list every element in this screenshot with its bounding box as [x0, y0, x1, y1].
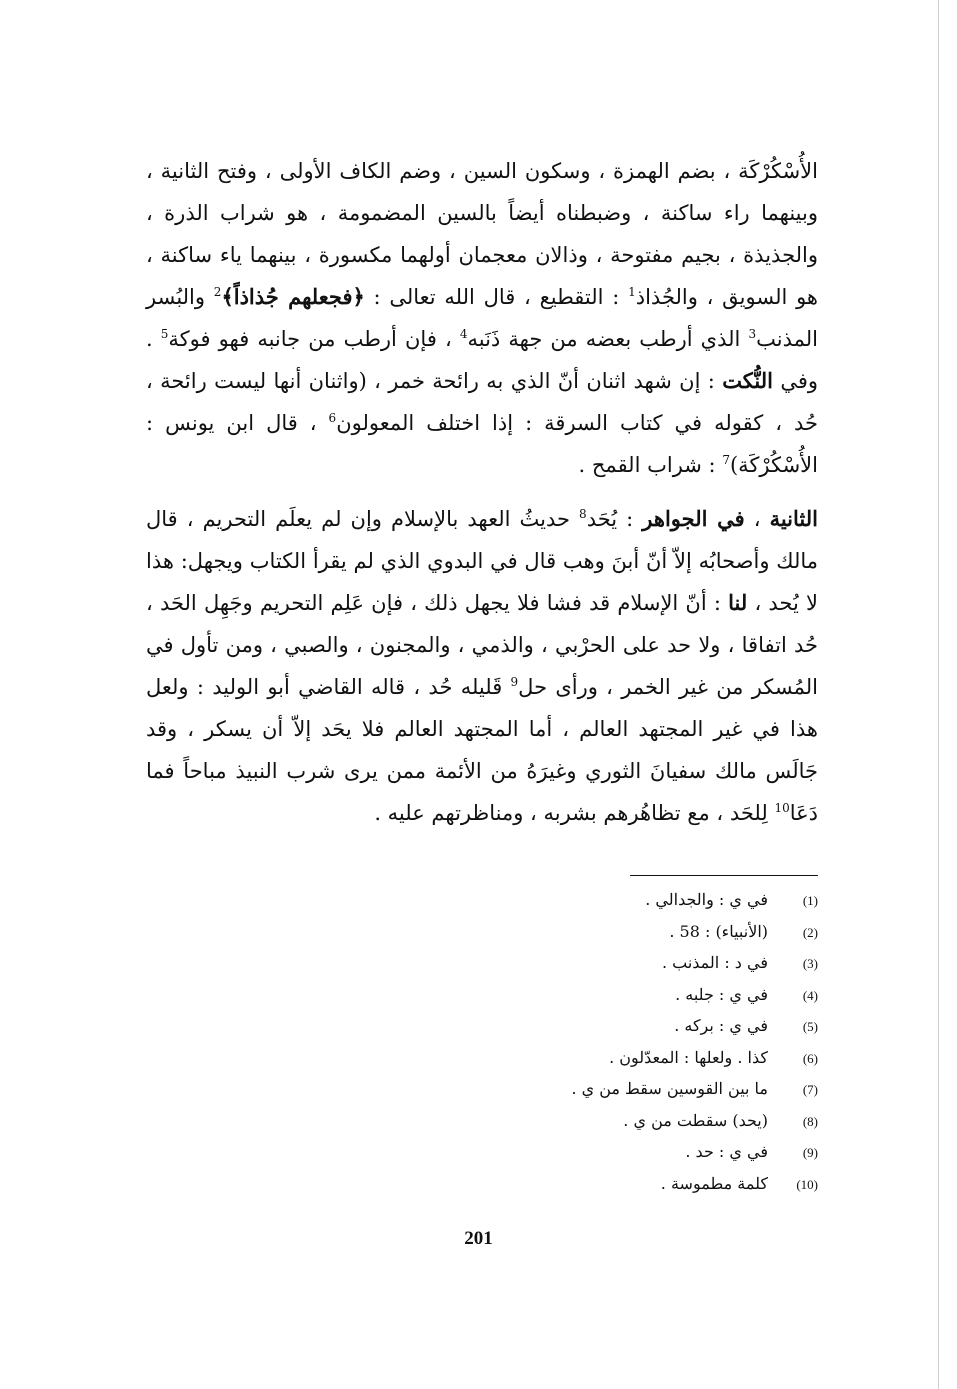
- footnote-number: (4): [802, 987, 818, 1003]
- footnote-4: [380, 980, 818, 1012]
- text-run: . وفي: [146, 327, 819, 393]
- footnote-text: في ي : حد .: [685, 1142, 768, 1161]
- footnote-2: [380, 917, 818, 949]
- footnote-8: [380, 1106, 818, 1138]
- footnote-ref: 7: [722, 453, 730, 467]
- main-text: [146, 150, 818, 834]
- footnote-number: (8): [802, 1113, 818, 1129]
- text-run: الأُسْكُرْكَة ، بضم الهمزة ، وسكون السين ، وضم الكاف الأولى ، وفتح الثانية ، وبينهما راء ساكنة ، وضبطناه أيضاً بالسين المضمومة ، هو شراب الذرة ، والجذيذة ، بجيم مفتوحة ، وذالان معجمان أولهما مكسورة ، بينهما ياء ساكنة ، هو السويق ، والجُذاذ: [146, 159, 819, 309]
- page-number: 201: [464, 1228, 493, 1249]
- text-run: ، فإن أرطب من جانبه فهو فوكة: [168, 327, 460, 351]
- text-run: : أنّ الإسلام قد فشا فلا يجهل ذلك ، فإن عَلِم التحريم وجَهِل الحَد ، حُد اتفاقا ، ولا حد على الحرْبي ، والذمي ، والمجنون ، والصبي ، ومن تأول في المُسكر من غير الخمر ، ورأى حل: [146, 591, 819, 699]
- footnote-ref: 3: [748, 327, 757, 341]
- text-run: : إن شهد اثنان أنّ الذي به رائحة خمر ، (واثنان أنها ليست رائحة ، حُد ، كقوله في كتاب السرقة : إذا اختلف المعولون: [146, 369, 818, 435]
- bold-term: النُّكت: [722, 368, 773, 393]
- footnote-6: [380, 1043, 818, 1075]
- text-run: : التقطيع ، قال الله تعالى :: [364, 285, 629, 309]
- footnote-ref: 1: [628, 285, 636, 299]
- text-run: ، قال ابن يونس : الأُسْكُرْكَة): [146, 411, 818, 477]
- footnote-text: كلمة مطموسة .: [660, 1173, 768, 1193]
- footnote-text: في ي : جلبه .: [675, 984, 768, 1004]
- footnote-ref: 6: [328, 411, 337, 425]
- footnote-9: [380, 1137, 818, 1169]
- footnote-ref: 9: [510, 675, 519, 689]
- text-run: : شراب القمح .: [578, 453, 723, 477]
- text-run: الذي أرطب بعضه من جهة ذَنَبه: [467, 327, 749, 351]
- footnote-text: (يحد) سقطت من ي .: [623, 1110, 768, 1130]
- footnote-number: (6): [802, 1050, 818, 1066]
- footnote-10: [380, 1169, 818, 1201]
- text-run: قَليله حُد ، قاله القاضي أبو الوليد : ولعل هذا في غير المجتهد العالم ، أما المجتهد العالم فلا يحَد إلاّ أن يسكر ، وقد جَالَس مالك سفيانَ الثوري وغيرَهُ من الأئمة ممن يرى شرب النبيذ مباحاً فما دَعَا: [146, 675, 818, 825]
- footnote-text: ما بين القوسين سقط من ي .: [571, 1079, 768, 1098]
- footnote-number: (7): [802, 1082, 818, 1097]
- footnote-text: في د : المذنب .: [661, 953, 768, 972]
- footnote-5: [380, 1011, 818, 1043]
- text-run: لِلحَد ، مع تظاهُرهم بشربه ، ومناظرتهم عليه .: [374, 801, 775, 825]
- page-edge-line: [938, 0, 939, 1389]
- bold-term: في الجواهر: [642, 506, 745, 531]
- footnote-text: (الأنبياء) : 58 .: [669, 921, 768, 941]
- footnote-1: [380, 885, 818, 917]
- paragraph-1: [146, 150, 818, 486]
- bold-term: ﴿فجعلهم جُذاذاً﴾: [221, 284, 365, 309]
- footnote-number: (3): [802, 956, 818, 971]
- footnote-ref: 4: [459, 327, 468, 341]
- text-run: : يُحَد: [586, 507, 643, 531]
- footnote-number: (10): [796, 1176, 818, 1192]
- text-run: ،: [744, 507, 770, 531]
- footnote-separator: [630, 875, 818, 876]
- bold-term: لنا: [728, 590, 748, 615]
- footnote-number: (1): [802, 893, 818, 908]
- footnote-ref: 2: [213, 285, 222, 299]
- paragraph-2: [146, 498, 818, 834]
- footnote-ref: 8: [579, 507, 587, 521]
- footnote-7: [380, 1074, 818, 1106]
- text-run: والبُسر المذنب: [146, 285, 818, 351]
- footnotes: [380, 885, 818, 1200]
- footnote-number: (5): [802, 1019, 818, 1034]
- bold-term: الثانية: [769, 506, 818, 531]
- footnote-text: في ي : والجدالي .: [645, 890, 768, 909]
- text-run: حديثُ العهد بالإسلام وإن لم يعلَم التحريم ، قال مالك وأصحابُه إلاّ أنّ أبنَ وهب قال في البدوي الذي لم يقرأ الكتاب ويجهل: هذا لا يُحد ،: [146, 507, 818, 615]
- footnote-text: في ي : بركه .: [674, 1016, 768, 1035]
- footnote-number: (9): [802, 1145, 818, 1160]
- footnote-number: (2): [802, 924, 818, 940]
- footnote-3: [380, 948, 818, 980]
- footnote-ref: 5: [160, 327, 169, 341]
- footnote-ref: 10: [774, 801, 790, 815]
- footnote-text: كذا . ولعلها : المعدّلون .: [609, 1047, 768, 1067]
